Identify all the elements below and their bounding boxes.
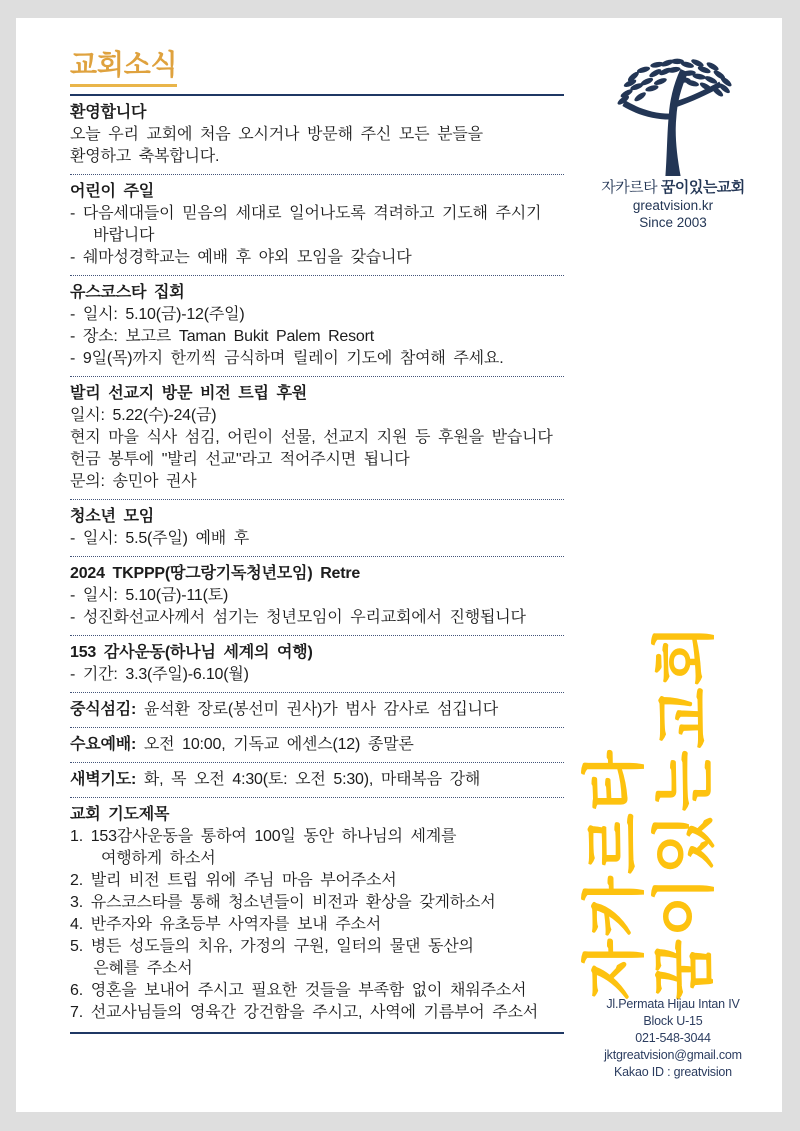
section-body — [70, 304, 564, 370]
section-body — [70, 585, 564, 629]
info-row-lunch-service — [70, 693, 564, 728]
section-heading: 환영합니다 — [70, 104, 147, 121]
contact-line: jktgreatvision@gmail.com — [604, 1048, 742, 1062]
banner-line2: 꿈이있는교회 — [650, 622, 720, 1000]
prayer-list — [70, 826, 564, 1024]
section-heading: 153 감사운동(하나님 세계의 여행) — [70, 644, 313, 661]
vertical-banner — [580, 563, 725, 1000]
body-line: - 장소: 보고르 Taman Bukit Palem Resort — [70, 328, 374, 345]
page-title: 교회소식 — [70, 48, 177, 87]
prayer-item: 6. 영혼을 보내어 주시고 필요한 것들을 부족함 없이 채워주소서 — [70, 982, 527, 999]
prayer-item: 여행하게 하소서 — [70, 850, 216, 867]
body-line: 현지 마을 식사 섬김, 어린이 선물, 선교지 지원 등 후원을 받습니다 — [70, 429, 553, 446]
info-text: 화, 목 오전 4:30(토: 오전 5:30), 마태복음 강해 — [136, 771, 481, 788]
contact-line: Kakao ID : greatvision — [614, 1065, 732, 1079]
prayer-item: 5. 병든 성도들의 치유, 가정의 구원, 일터의 물댄 동산의 — [70, 938, 474, 955]
section-body — [70, 405, 564, 493]
body-line: - 쉐마성경학교는 예배 후 야외 모임을 갖습니다 — [70, 249, 412, 266]
section-heading: 2024 TKPPP(땅그랑기독청년모임) Retre — [70, 565, 361, 582]
main-column — [70, 48, 564, 1034]
contact-line: 021-548-3044 — [635, 1031, 711, 1045]
prayer-item: 은혜를 주소서 — [70, 960, 193, 977]
body-line: 문의: 송민아 권사 — [70, 473, 197, 490]
prayer-item: 1. 153감사운동을 통하여 100일 동안 하나님의 세계를 — [70, 828, 457, 845]
section-welcome — [70, 96, 564, 175]
prayer-item: 2. 발리 비전 트립 위에 주님 마음 부어주소서 — [70, 872, 397, 889]
section-153-thanksgiving — [70, 636, 564, 693]
body-line: 오늘 우리 교회에 처음 오시거나 방문해 주신 모든 분들을 — [70, 126, 483, 143]
logo-name-prefix: 자카르타 — [601, 179, 661, 196]
body-line: - 일시: 5.10(금)-11(토) — [70, 587, 229, 604]
info-label: 수요예배: — [70, 736, 137, 753]
body-line: - 성진화선교사께서 섬기는 청년모임이 우리교회에서 진행됩니다 — [70, 609, 526, 626]
contact-line: Jl.Permata Hijau Intan IV — [606, 997, 740, 1011]
info-row-wednesday-worship — [70, 728, 564, 763]
section-body — [70, 203, 564, 269]
church-logo — [576, 58, 770, 231]
logo-website: greatvision.kr — [632, 198, 714, 213]
section-children-sunday — [70, 175, 564, 276]
info-text: 윤석환 장로(봉선미 권사)가 범사 감사로 섬깁니다 — [136, 701, 499, 718]
vertical-banner-text — [580, 563, 725, 1000]
section-youth-meeting — [70, 500, 564, 557]
section-heading: 교회 기도제목 — [70, 806, 170, 823]
info-label: 새벽기도: — [70, 771, 137, 788]
section-tkppp-retreat — [70, 557, 564, 636]
body-line: 헌금 봉투에 "발리 선교"라고 적어주시면 됩니다 — [70, 451, 410, 468]
contact-line: Block U-15 — [643, 1014, 703, 1028]
body-line: - 일시: 5.5(주일) 예배 후 — [70, 530, 250, 547]
body-line: - 일시: 5.10(금)-12(주일) — [70, 306, 245, 323]
section-youthkostar — [70, 276, 564, 377]
prayer-item: 7. 선교사님들의 영육간 강건함을 주시고, 사역에 기름부어 주소서 — [70, 1004, 539, 1021]
info-text: 오전 10:00, 기독교 에센스(12) 종말론 — [136, 736, 414, 753]
contact-block — [572, 996, 774, 1081]
body-line: - 기간: 3.3(주일)-6.10(월) — [70, 666, 249, 683]
section-body — [70, 528, 564, 550]
prayer-item: 3. 유스코스타를 통해 청소년들이 비전과 환상을 갖게하소서 — [70, 894, 496, 911]
body-line: - 9일(목)까지 한끼씩 금식하며 릴레이 기도에 참여해 주세요. — [70, 350, 504, 367]
section-body — [70, 664, 564, 686]
prayer-item: 4. 반주자와 유초등부 사역자를 보내 주소서 — [70, 916, 382, 933]
section-bali-vision-trip — [70, 377, 564, 500]
logo-church-name — [576, 178, 770, 197]
section-heading: 청소년 모임 — [70, 508, 155, 525]
logo-since: Since 2003 — [639, 215, 707, 230]
section-heading: 어린이 주일 — [70, 183, 155, 200]
banner-line1: 자카르타 — [580, 748, 650, 1000]
section-body — [70, 124, 564, 168]
info-row-dawn-prayer — [70, 763, 564, 798]
body-line: 일시: 5.22(수)-24(금) — [70, 407, 217, 424]
body-line: 환영하고 축복합니다. — [70, 148, 220, 165]
section-heading: 유스코스타 집회 — [70, 284, 185, 301]
section-prayer-topics — [70, 798, 564, 1034]
page-title-wrap — [70, 48, 564, 87]
section-heading: 발리 선교지 방문 비전 트립 후원 — [70, 385, 308, 402]
logo-name-bold: 꿈이있는교회 — [660, 179, 745, 196]
body-line: - 다음세대들이 믿음의 세대로 일어나도록 격려하고 기도해 주시기 — [70, 205, 542, 222]
bulletin-sheet — [16, 18, 782, 1112]
info-label: 중식섬김: — [70, 701, 137, 718]
body-line: 바랍니다 — [70, 227, 155, 244]
tree-logo-icon — [609, 58, 737, 176]
